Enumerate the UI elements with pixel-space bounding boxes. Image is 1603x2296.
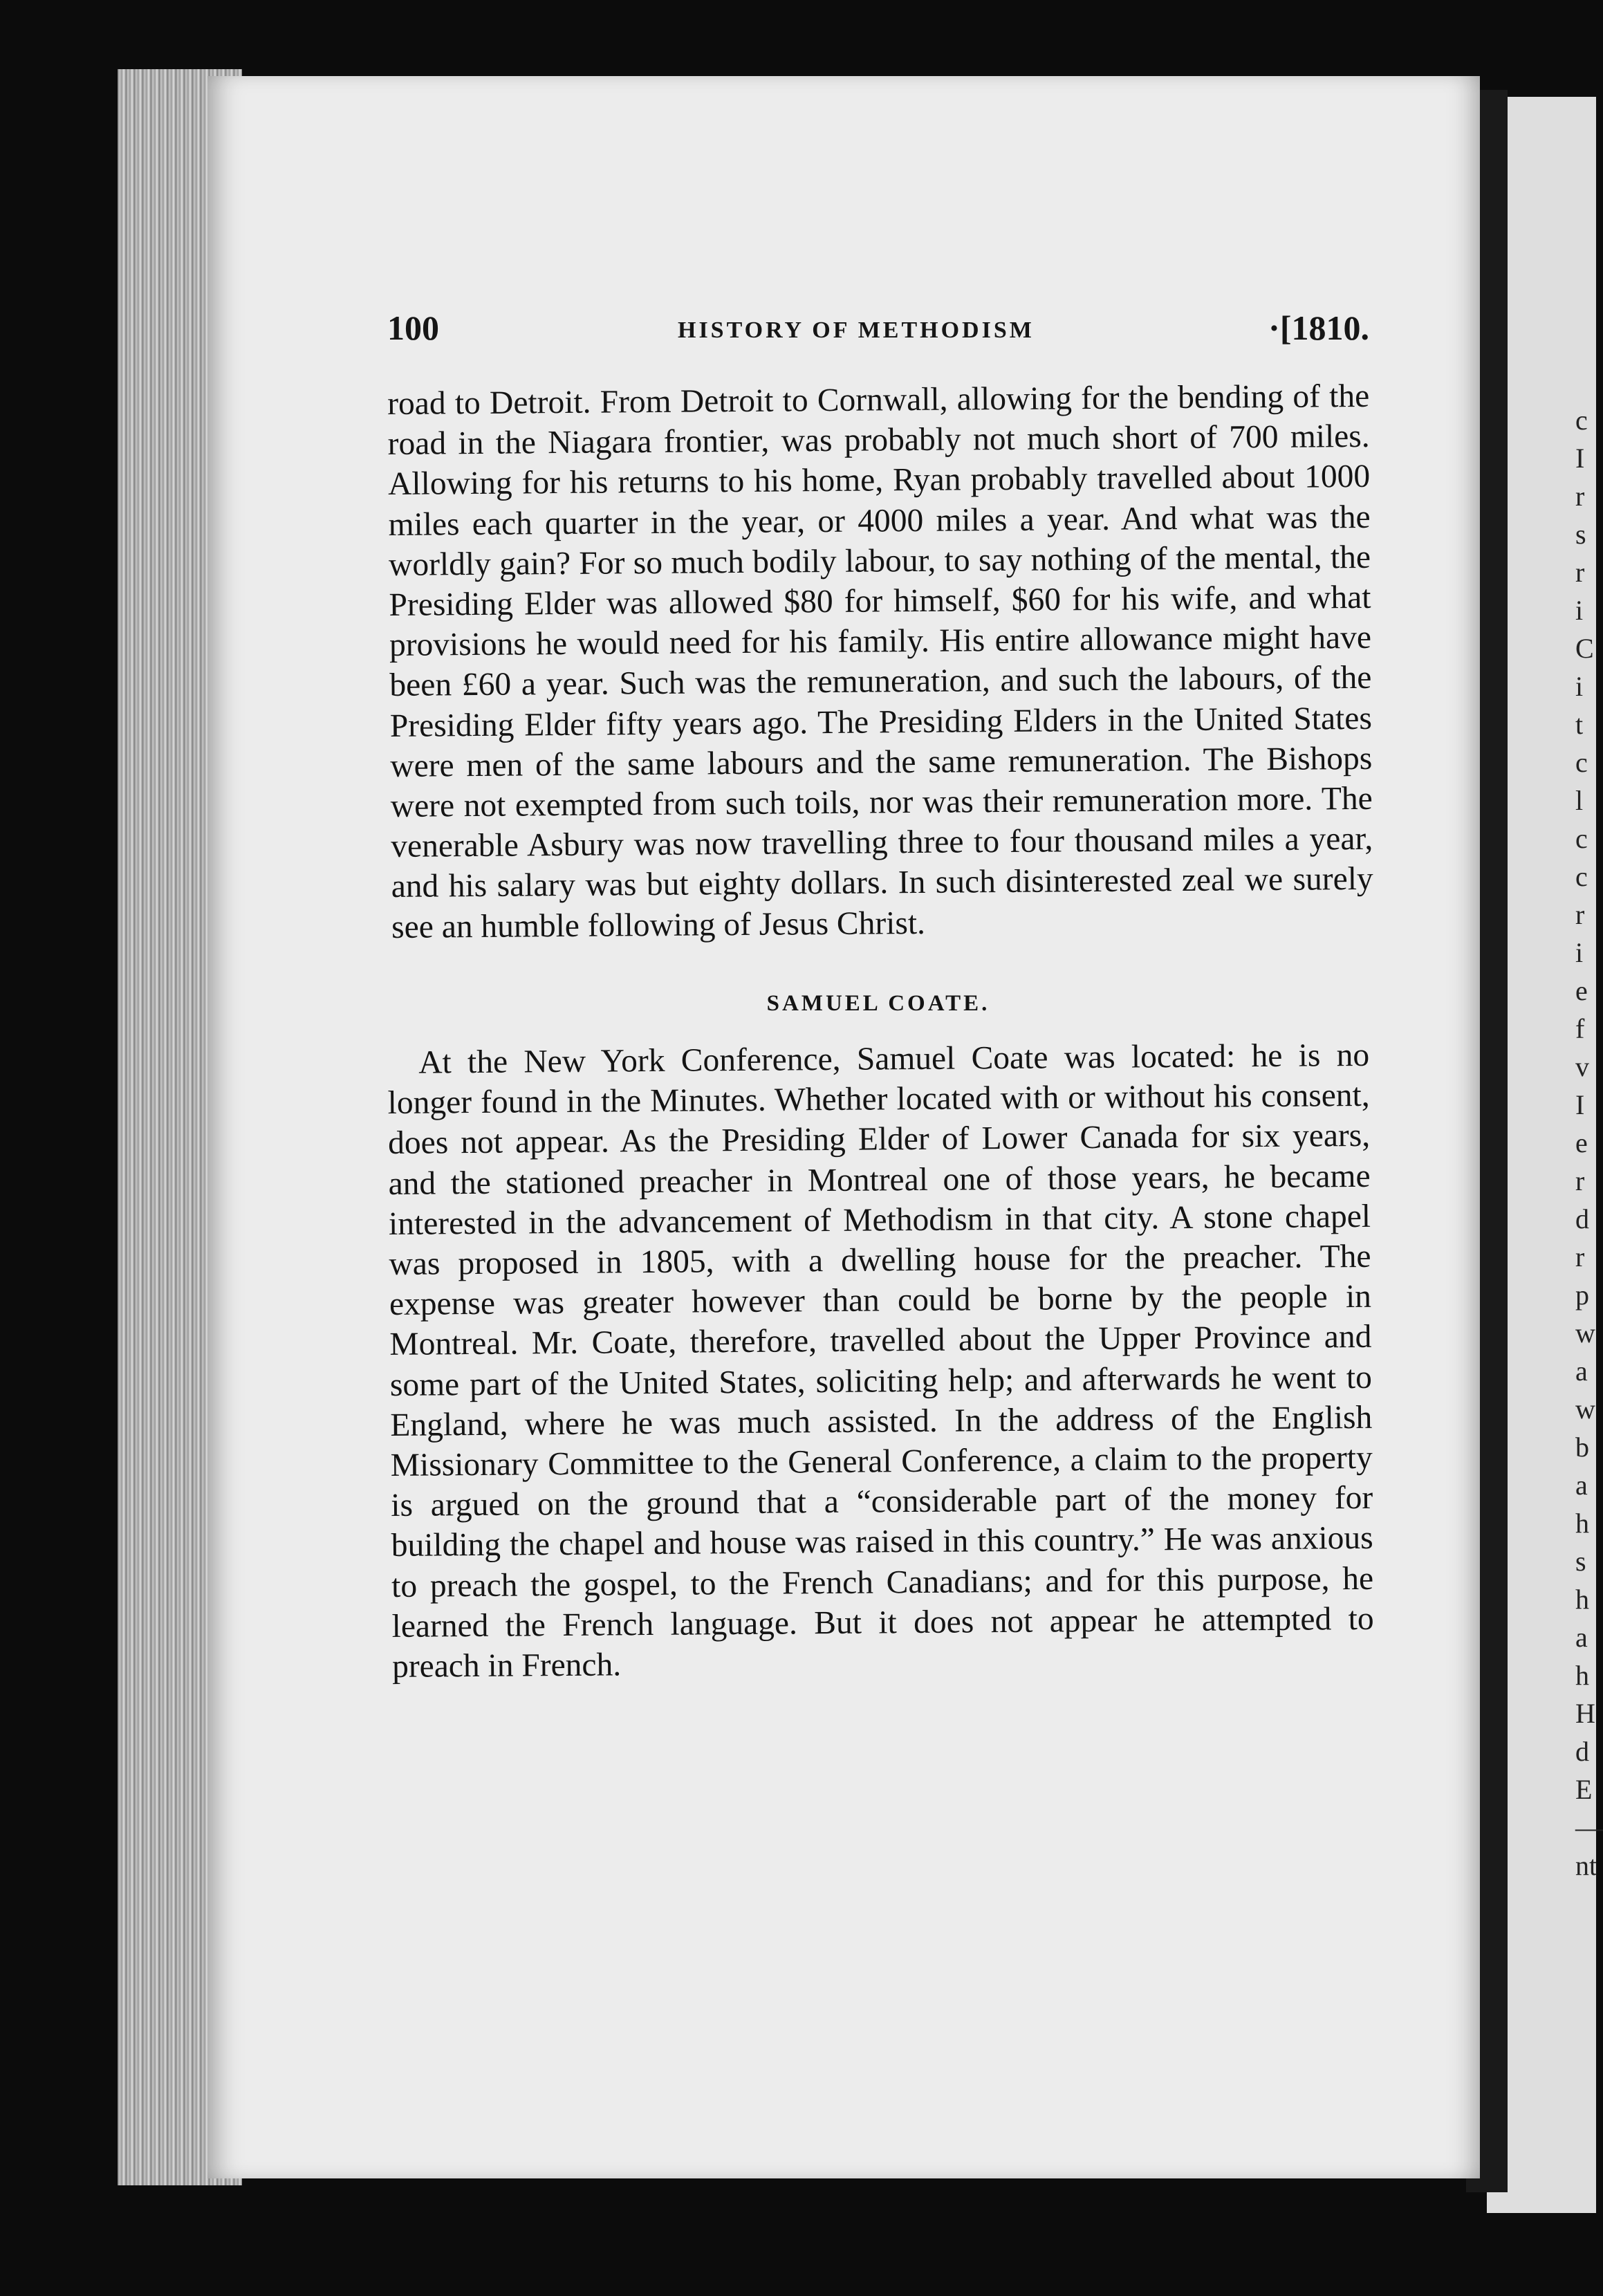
page-number: 100: [387, 308, 439, 347]
facing-page-text: c I r s r i C i t c l c c r i e f v I e r d r p w a w b a h s h a h H d E — nt: [1575, 405, 1603, 1881]
body-text: [387, 378, 1374, 1687]
section-heading: SAMUEL COATE.: [766, 990, 990, 1016]
page-header: [387, 308, 1369, 356]
header-year: ·[1810.: [1268, 308, 1369, 347]
paragraph-1: road to Detroit. From Detroit to Cornwall, allowing for the bending of the road in the Niagara frontier, was probably not much short of 700 miles. Allowing for his returns to his home, Ryan probably travelled about 1000 miles each quarter in the year, or 4000 miles a year. And what was the worldly gain? For so much bodily labour, to say nothing of the mental, the Presiding Elder was allowed $80 for himself, $60 for his wife, and what provisions he would need for his family. His entire allowance might have been £60 a year. Such was the remuneration, and such the labours, of the Presiding Elder fifty years ago. The Presiding Elders in the United States were men of the same labours and the same remuneration. The Bishops were not exempted from such toils, nor was their remuneration more. The venerable Asbury was now travelling three to four thousand miles a year, and his salary was but eighty dollars. In such disinterested zeal we surely see an humble following of Jesus Christ.: [387, 378, 1373, 945]
paragraph-2: At the New York Conference, Samuel Coate was located: he is no longer found in the Minutes. Whether located with or without his consent, does not appear. As the Presiding Elder of Lower Canada for six years, and the stationed preacher in Montreal one of those years, he became interested in the advancement of Methodism in that city. A stone chapel was proposed in 1805, with a dwelling house for the preacher. The expense was greater however than could be borne by the people in Montreal. Mr. Coate, therefore, travelled about the Upper Province and some part of the United States, soliciting help; and afterwards he went to England, where he was much assisted. In the address of the English Missionary Committee to the General Conference, a claim to the property is argued on the ground that a “considerable part of the money for building the chapel and house was raised in this country.” He was anxious to preach the gospel, to the French Canadians; and for this purpose, he learned the French language. But it does not appear he attempted to preach in French.: [387, 1037, 1374, 1685]
running-title: HISTORY OF METHODISM: [678, 317, 1035, 343]
